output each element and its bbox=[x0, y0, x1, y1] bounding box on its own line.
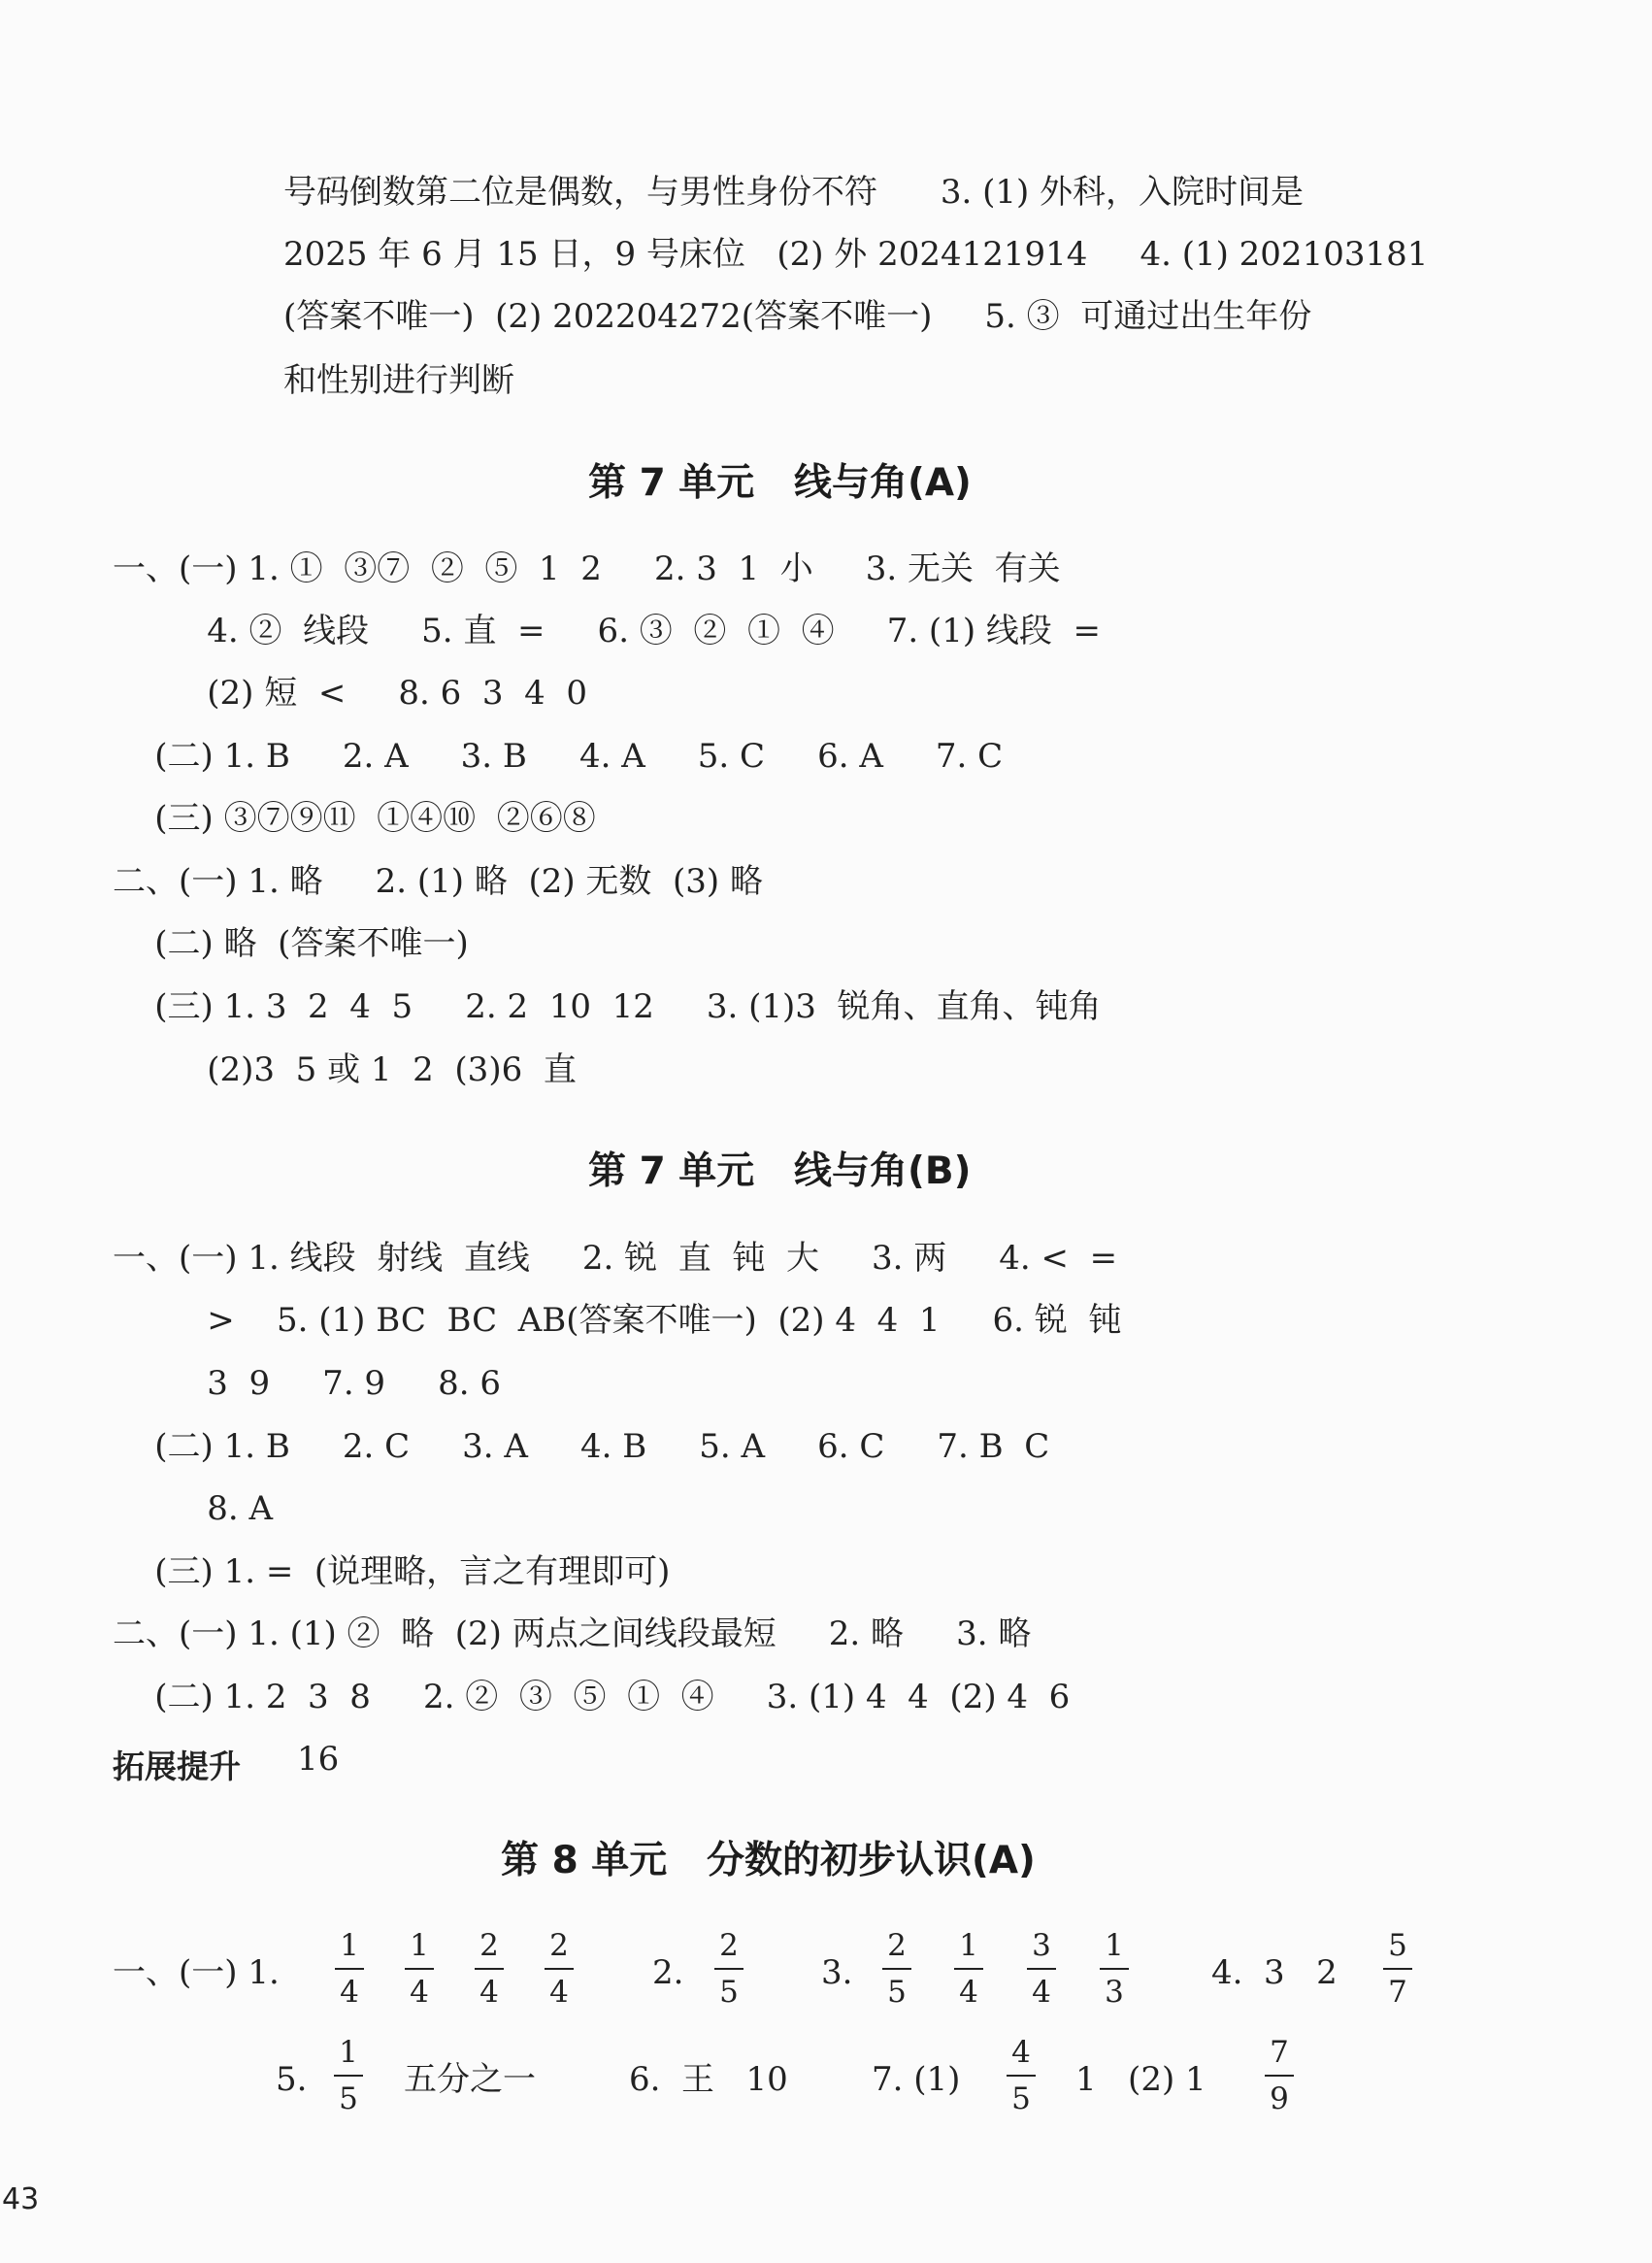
unit7b-line-2: > 5. (1) BC BC AB(答案不唯一) (2) 4 4 1 6. 锐 钝 bbox=[113, 1301, 1122, 1340]
intro-line-3: (答案不唯一) (2) 202204272(答案不唯一) 5. ③ 可通过出生年份 bbox=[283, 297, 1312, 336]
intro-line-2: 2025 年 6 月 15 日，9 号床位 (2) 外 2024121914 4. (1) 202103181 bbox=[283, 235, 1429, 274]
unit7b-line-1: 一、(一) 1. 线段 射线 直线 2. 锐 直 钝 大 3. 两 4. < = bbox=[113, 1239, 1118, 1278]
fraction: 2 5 bbox=[710, 1927, 748, 2011]
unit7b-line-8: (二) 1. 2 3 8 2. ② ③ ⑤ ① ④ 3. (1) 4 4 (2) 4 6 bbox=[113, 1678, 1071, 1716]
unit7a-line-7: (二) 略 (答案不唯一) bbox=[113, 924, 469, 963]
fraction: 5 7 bbox=[1378, 1927, 1417, 2011]
extension-label: 拓展提升 bbox=[113, 1747, 241, 1785]
intro-line-1: 号码倒数第二位是偶数，与男性身份不符 3. (1) 外科，入院时间是 bbox=[283, 173, 1305, 212]
unit7b-line-4: (二) 1. B 2. C 3. A 4. B 5. A 6. C 7. B C bbox=[113, 1427, 1050, 1466]
fraction: 1 4 bbox=[949, 1927, 988, 2011]
unit7b-line-3: 3 9 7. 9 8. 6 bbox=[113, 1364, 501, 1403]
unit8a-q2-label: 2. bbox=[652, 1953, 684, 1992]
unit8a-q5-label: 5. bbox=[276, 2060, 308, 2099]
fraction: 1 5 bbox=[329, 2034, 368, 2117]
unit8a-title: 第 8 单元 分数的初步认识(A) bbox=[501, 1839, 1036, 1882]
fraction: 1 4 bbox=[330, 1927, 369, 2011]
unit8a-row1-prefix: 一、(一) 1. bbox=[113, 1953, 280, 1992]
intro-line-4: 和性别进行判断 bbox=[283, 361, 514, 400]
fraction: 7 9 bbox=[1260, 2034, 1299, 2117]
unit7a-line-5: (三) ③⑦⑨⑪ ①④⑩ ②⑥⑧ bbox=[113, 799, 596, 838]
page-number: 43 bbox=[2, 2182, 40, 2216]
fraction: 2 5 bbox=[877, 1927, 916, 2011]
unit8a-q4-label: 4. 3 2 bbox=[1211, 1953, 1338, 1992]
fraction: 1 3 bbox=[1095, 1927, 1134, 2011]
unit7a-line-1: 一、(一) 1. ① ③⑦ ② ⑤ 1 2 2. 3 1 小 3. 无关 有关 bbox=[113, 549, 1061, 588]
unit8a-q7-mid: 1 (2) 1 bbox=[1075, 2060, 1206, 2099]
unit7a-line-9: (2)3 5 或 1 2 (3)6 直 bbox=[113, 1050, 577, 1089]
unit7a-line-3: (2) 短 < 8. 6 3 4 0 bbox=[113, 674, 587, 713]
unit7a-line-6: 二、(一) 1. 略 2. (1) 略 (2) 无数 (3) 略 bbox=[113, 862, 764, 901]
unit8a-q7-label: 7. (1) bbox=[872, 2060, 961, 2099]
extension-value: 16 bbox=[297, 1740, 340, 1779]
fraction: 1 4 bbox=[400, 1927, 439, 2011]
unit7a-line-2: 4. ② 线段 5. 直 = 6. ③ ② ① ④ 7. (1) 线段 = bbox=[113, 612, 1102, 650]
unit7a-line-4: (二) 1. B 2. A 3. B 4. A 5. C 6. A 7. C bbox=[113, 737, 1004, 776]
fraction: 3 4 bbox=[1022, 1927, 1061, 2011]
fraction: 2 4 bbox=[470, 1927, 509, 2011]
unit7a-title: 第 7 单元 线与角(A) bbox=[588, 461, 972, 505]
unit7b-line-6: (三) 1. = (说理略，言之有理即可) bbox=[113, 1552, 671, 1591]
unit7b-title: 第 7 单元 线与角(B) bbox=[588, 1149, 972, 1193]
unit7b-line-7: 二、(一) 1. (1) ② 略 (2) 两点之间线段最短 2. 略 3. 略 bbox=[113, 1614, 1032, 1653]
unit8a-q3-label: 3. bbox=[821, 1953, 853, 1992]
unit8a-q6-text: 6. 王 10 bbox=[629, 2060, 788, 2099]
unit8a-q5-text: 五分之一 bbox=[404, 2060, 536, 2099]
fraction: 2 4 bbox=[540, 1927, 578, 2011]
unit7b-line-5: 8. A bbox=[113, 1489, 274, 1528]
fraction: 4 5 bbox=[1002, 2034, 1041, 2117]
unit7a-line-8: (三) 1. 3 2 4 5 2. 2 10 12 3. (1)3 锐角、直角、钝角 bbox=[113, 987, 1102, 1026]
